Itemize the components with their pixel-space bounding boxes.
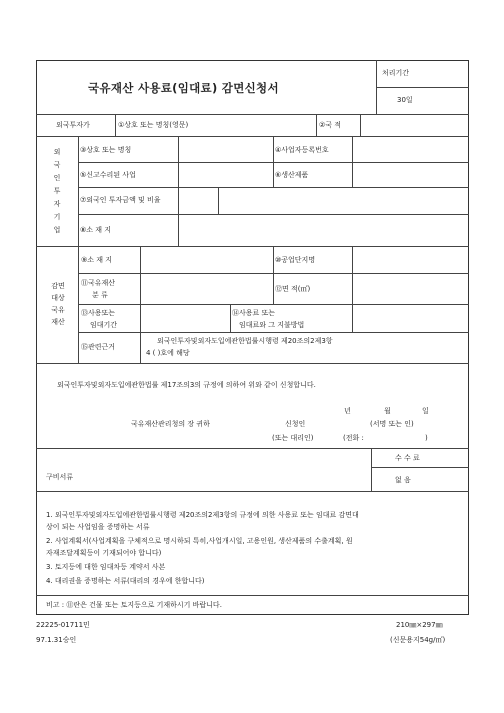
divider-docs-bottom	[36, 595, 469, 596]
industrial-complex-label: ⑩공업단지명	[275, 256, 316, 264]
divider-investor-bottom	[36, 136, 469, 137]
property-location-label: ⑨소 재 지	[81, 256, 113, 264]
divider-fee-header	[371, 467, 469, 468]
reported-business-label: ⑤신고수리된 사업	[80, 171, 136, 179]
investor-nationality-label: ②국 적	[319, 121, 342, 129]
company-name-label: ③상호 또는 명칭	[80, 146, 132, 154]
property-type-label-1: ⑪국유재산	[81, 279, 116, 287]
basis-label: ⑮관련근거	[81, 343, 116, 351]
divider-property-bottom	[36, 363, 469, 364]
processing-period-label: 처리기간	[382, 69, 410, 77]
divider-investor-nationality-value	[360, 114, 361, 136]
divider-title-bottom	[36, 114, 469, 115]
property-section-label-1: 감면	[51, 282, 65, 290]
divider-processing-col	[376, 60, 377, 114]
applicant-label: 신청인	[285, 420, 306, 428]
divider-company-mid-col	[273, 136, 274, 187]
investor-name-label: ①상호 또는 명칭(영문)	[118, 121, 189, 129]
business-reg-label: ④사업자등록번호	[275, 146, 329, 154]
form-code: 22225-01711민	[36, 621, 90, 629]
divider-property-value-col	[352, 246, 353, 304]
fee-label-2: 임대료와 그 지불방법	[239, 321, 305, 329]
company-location-label: ⑧소 재 지	[80, 226, 112, 234]
property-section-label-2: 대상	[51, 294, 65, 302]
divider-property-mid-col	[273, 246, 274, 304]
doc-line-3: 2. 사업계획서(사업계획을 구체적으로 명시하되 특히,사업개시일, 고용인원, 생산제품의 수출계획, 원	[46, 537, 353, 545]
doc-line-6: 4. 대리권을 증명하는 서류(대리의 경우에 한합니다)	[46, 577, 205, 585]
date-day: 일	[422, 407, 429, 415]
divider-company-row3	[78, 214, 469, 215]
divider-company-invest-col	[218, 187, 219, 214]
fee-value: 없 음	[395, 476, 411, 484]
application-statement: 외국인투자및외자도입에관한법률 제17조의3의 규정에 의하여 위와 같이 신청합니다.	[57, 381, 316, 389]
use-period-label-2: 임대기간	[90, 321, 118, 329]
divider-property-fee-col	[230, 304, 231, 332]
date-year: 년	[344, 407, 351, 415]
paper-size: 210㎜×297㎜	[396, 621, 443, 629]
property-section-label-3: 국유	[51, 306, 65, 314]
divider-investor-col	[115, 114, 116, 136]
divider-docs-header-bottom	[36, 491, 469, 492]
recipient: 국유재산관리청의 장 귀하	[131, 420, 210, 428]
phone-label: (전화 :	[343, 434, 364, 442]
doc-line-5: 3. 토지등에 대한 임대차등 계약서 사본	[46, 563, 166, 571]
property-section-label-4: 재산	[51, 318, 65, 326]
divider-company-value-col	[352, 136, 353, 187]
note: 비고 : ⑪란은 건물 또는 토지등으로 기재하시기 바랍니다.	[46, 601, 222, 609]
property-type-label-2: 분 류	[92, 291, 108, 299]
divider-property-fee-value-col	[352, 304, 353, 332]
divider-fee-col	[371, 448, 372, 491]
docs-label: 구비서류	[46, 473, 74, 481]
basis-line-2: 4 ( )호에 해당	[146, 349, 190, 357]
date-month: 월	[384, 407, 391, 415]
agent-label: (또는 대리인)	[272, 434, 314, 442]
fee-label-1: ⑭사용료 또는	[232, 309, 276, 317]
paper-type: (신문용지54g/㎡)	[390, 636, 446, 644]
area-label: ⑫면 적(㎡)	[275, 285, 311, 293]
divider-company-label-col	[178, 136, 179, 246]
divider-property-row3	[78, 332, 469, 333]
investor-label: 외국투자가	[56, 121, 90, 129]
use-period-label-1: ⑬사용또는	[81, 309, 116, 317]
signature-label: (서명 또는 인)	[370, 420, 414, 428]
phone-close: )	[425, 434, 428, 442]
divider-company-bottom	[36, 246, 469, 247]
processing-period-value: 30일	[397, 96, 413, 104]
company-section-label: 외국인투자기업	[53, 148, 61, 234]
fee-header: 수 수 료	[395, 454, 420, 462]
products-label: ⑥생산제품	[275, 171, 309, 179]
doc-line-4: 자재조달계획등이 기재되어야 합니다)	[46, 549, 162, 557]
doc-line-1: 1. 외국인투자및외자도입에관한법률시행령 제20조의2제3항의 규정에 의한 사용료 또는 임대료 감면대	[46, 511, 359, 519]
divider-company-row2	[78, 187, 469, 188]
form-title: 국유재산 사용료(임대료) 감면신청서	[88, 81, 279, 95]
divider-processing	[376, 87, 469, 88]
approval-date: 97.1.31승인	[36, 636, 77, 644]
basis-line-1: 외국인투자및외자도입에관한법률시행령 제20조의2제3항	[157, 337, 333, 345]
divider-property-row2	[78, 304, 469, 305]
investment-label: ⑦외국인 투자금액 및 비율	[80, 196, 161, 204]
doc-line-2: 상이 되는 사업임을 증명하는 서류	[46, 523, 150, 531]
divider-investor-nationality	[316, 114, 317, 136]
divider-section-left	[78, 136, 79, 363]
divider-property-label-col	[140, 246, 141, 363]
divider-application-bottom	[36, 448, 469, 449]
